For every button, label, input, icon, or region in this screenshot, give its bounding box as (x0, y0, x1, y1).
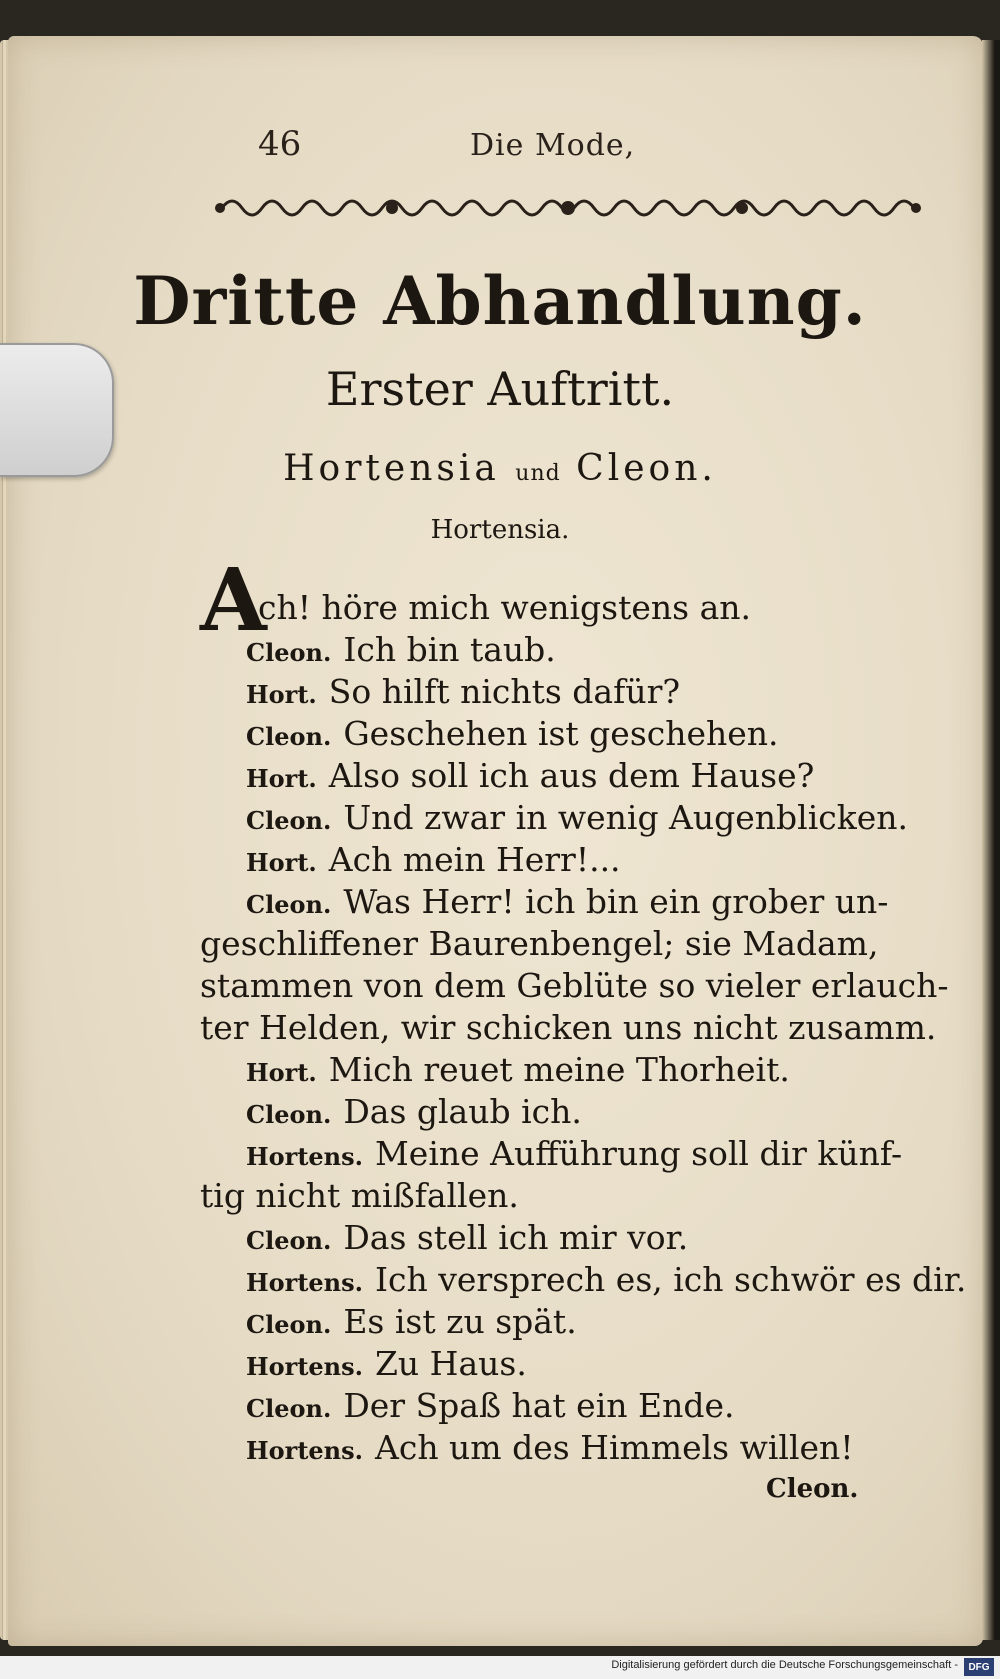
funding-credit: Digitalisierung gefördert durch die Deutsche Forschungsgemeinschaft - (611, 1659, 958, 1671)
catchword: Cleon. (766, 1474, 859, 1504)
line-text: ter Helden, wir schicken uns nicht zusamm. (200, 1008, 937, 1047)
line-text: Also soll ich aus dem Hause? (328, 756, 815, 795)
opening-line: ch! höre mich wenigstens an. (258, 588, 752, 627)
dialogue-line (246, 756, 814, 795)
speaker-label: Cleon. (246, 890, 332, 919)
line-text: So hilft nichts dafür? (328, 672, 681, 711)
line-text: Mich reuet meine Thorheit. (328, 1050, 790, 1089)
line-text: geschliffener Baurenbengel; sie Madam, (200, 924, 879, 963)
first-speaker-heading: Hortensia. (430, 515, 570, 545)
dialogue-line (246, 1092, 582, 1131)
dialogue-line (246, 798, 908, 837)
dialogue-line (246, 1344, 527, 1383)
line-text: Zu Haus. (375, 1344, 527, 1383)
line-text: stammen von dem Geblüte so vieler erlauch- (200, 966, 949, 1005)
dialogue-line (246, 1260, 966, 1299)
persons-joiner: und (515, 461, 561, 486)
page-number: 46 (258, 124, 302, 164)
speaker-label: Hort. (246, 764, 317, 793)
line-text: Ich versprech es, ich schwör es dir. (375, 1260, 967, 1299)
dialogue-line (200, 966, 949, 1005)
scene-title: Erster Auftritt. (325, 362, 675, 416)
dialogue-line (200, 1008, 936, 1047)
speaker-label: Hortens. (246, 1142, 363, 1171)
line-text: Was Herr! ich bin ein grober un- (343, 882, 889, 921)
dialogue-line (200, 924, 878, 963)
line-text: Geschehen ist geschehen. (343, 714, 779, 753)
act-title: Dritte Abhandlung. (133, 262, 867, 340)
speaker-label: Cleon. (246, 1226, 332, 1255)
dialogue-line (246, 1134, 902, 1173)
speaker-label: Cleon. (246, 806, 332, 835)
dfg-logo: DFG (964, 1658, 994, 1676)
speaker-label: Cleon. (246, 638, 332, 667)
speaker-label: Hort. (246, 680, 317, 709)
speaker-label: Hortens. (246, 1436, 363, 1465)
dialogue-line (246, 1428, 854, 1467)
dialogue-line (246, 1218, 688, 1257)
dramatis-personae (0, 448, 1000, 489)
speaker-label: Cleon. (246, 1100, 332, 1129)
line-text: Das stell ich mir vor. (343, 1218, 689, 1257)
speaker-label: Hortens. (246, 1352, 363, 1381)
digitization-footer (0, 1656, 1000, 1679)
line-text: Das glaub ich. (343, 1092, 582, 1131)
speaker-label: Cleon. (246, 1394, 332, 1423)
person-hortensia: Hortensia (283, 448, 500, 489)
speaker-label: Cleon. (246, 722, 332, 751)
line-text: Und zwar in wenig Augenblicken. (343, 798, 909, 837)
line-text: Der Spaß hat ein Ende. (343, 1386, 735, 1425)
speaker-label: Hort. (246, 1058, 317, 1087)
dialogue-line (246, 1050, 790, 1089)
person-cleon: Cleon. (576, 448, 717, 489)
speaker-label: Cleon. (246, 1310, 332, 1339)
dialogue-line (246, 882, 888, 921)
speaker-label: Hort. (246, 848, 317, 877)
speaker-label: Hortens. (246, 1268, 363, 1297)
line-text: tig nicht mißfallen. (200, 1176, 519, 1215)
line-text: Ich bin taub. (343, 630, 556, 669)
drop-capital: A (200, 550, 267, 651)
running-title: Die Mode, (470, 128, 636, 163)
dialogue-line (246, 672, 680, 711)
dialogue-line (200, 1176, 519, 1215)
line-text: Ach um des Himmels willen! (375, 1428, 854, 1467)
line-text: Ach mein Herr!... (328, 840, 621, 879)
dialogue-line (246, 1386, 735, 1425)
line-text: Es ist zu spät. (343, 1302, 577, 1341)
ornamental-border-icon (212, 190, 924, 226)
dialogue-line (246, 840, 621, 879)
dialogue-line (246, 714, 779, 753)
dialogue-line (246, 630, 556, 669)
line-text: Meine Aufführung soll dir künf- (375, 1134, 903, 1173)
dialogue-line (246, 1302, 577, 1341)
